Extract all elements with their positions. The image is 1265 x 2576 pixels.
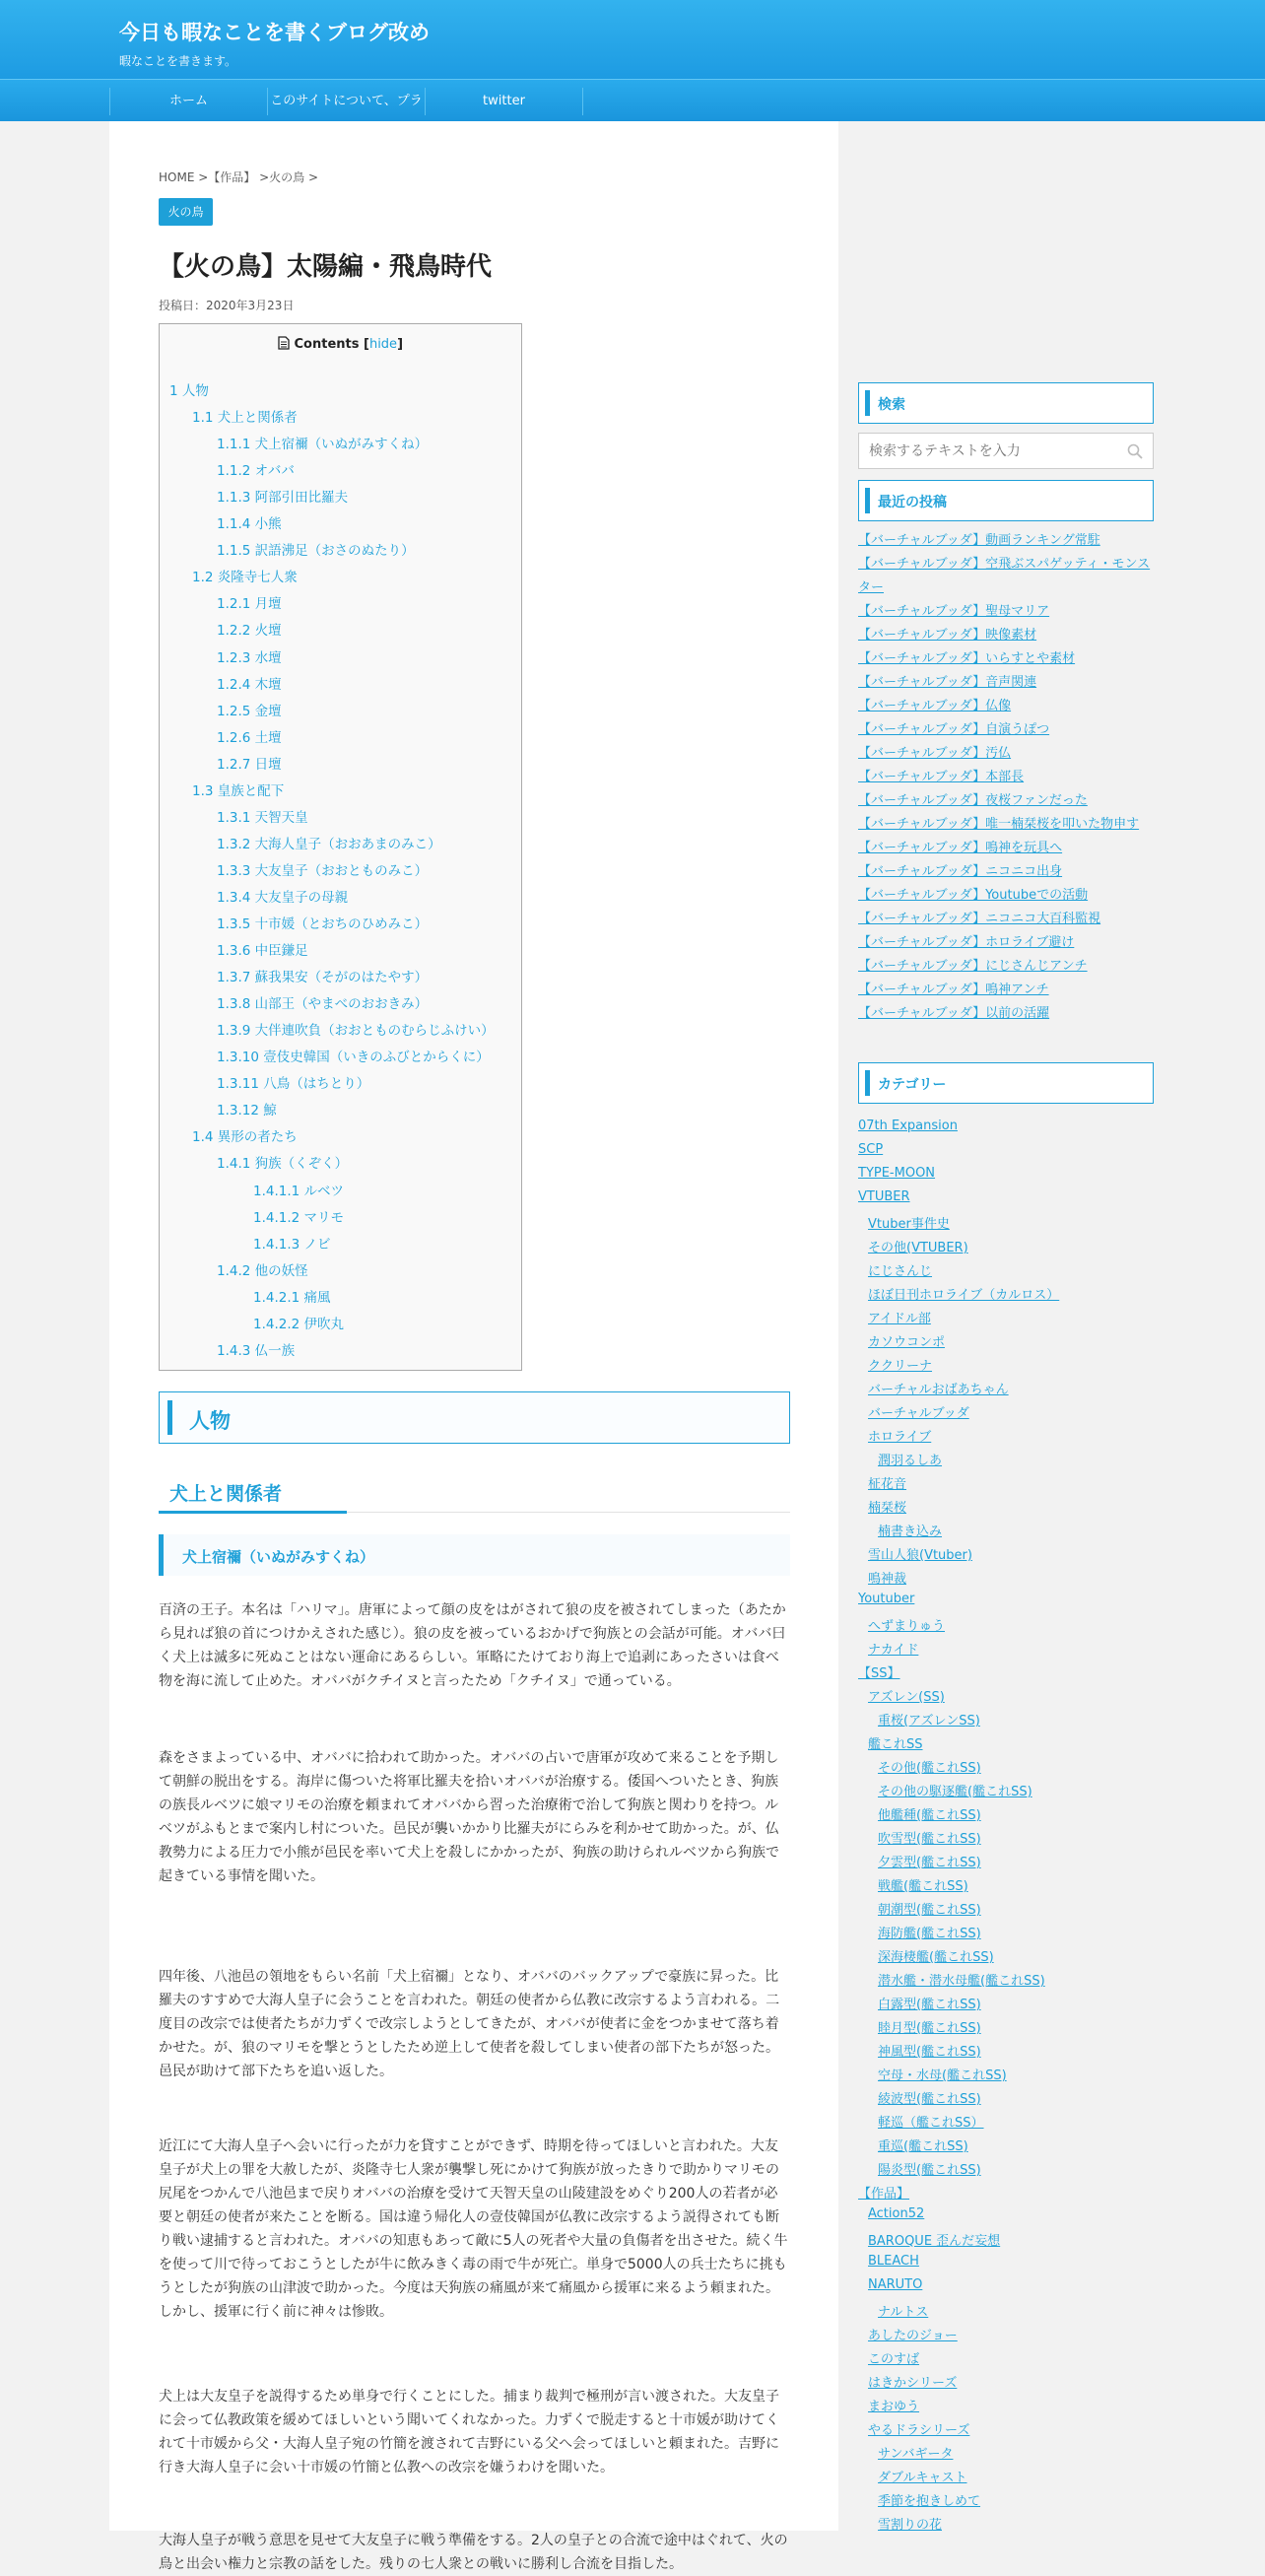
category-link[interactable]: あしたのジョー bbox=[868, 2329, 958, 2343]
toc-item[interactable]: 1.2.6 土壇 bbox=[217, 729, 282, 746]
category-link[interactable]: TYPE-MOON bbox=[858, 1166, 936, 1181]
category-link[interactable]: カソウコンポ bbox=[868, 1335, 946, 1350]
category-link[interactable]: 鳴神裁 bbox=[868, 1572, 907, 1587]
breadcrumb[interactable]: HOME >【作品】 >火の鳥 > bbox=[159, 170, 319, 184]
category-link[interactable]: へずまりゅう bbox=[868, 1619, 946, 1634]
category-link[interactable]: ククリーナ bbox=[868, 1359, 933, 1374]
toc-item[interactable]: 1.2.4 木壇 bbox=[217, 676, 282, 693]
category-link[interactable]: SCP bbox=[858, 1142, 884, 1157]
category-link[interactable]: 戦艦(艦これSS) bbox=[878, 1879, 968, 1894]
recent-post-link[interactable]: 【バーチャルブッダ】聖母マリア bbox=[858, 604, 1050, 619]
site-description: 暇なことを書きます。 bbox=[119, 54, 237, 68]
recent-post-link[interactable]: 【バーチャルブッダ】鳴神を玩具へ bbox=[858, 841, 1063, 855]
toc-item[interactable]: 1.4.1.2 マリモ bbox=[253, 1209, 345, 1226]
heading-bar bbox=[167, 1400, 172, 1435]
toc-item[interactable]: 1.3 皇族と配下 bbox=[192, 782, 285, 799]
category-link[interactable]: アイドル部 bbox=[868, 1312, 931, 1326]
category-link[interactable]: ホロライブ bbox=[868, 1430, 932, 1445]
category-link[interactable]: 楠書き込み bbox=[878, 1525, 943, 1539]
toc-item[interactable]: 1.3.7 蘇我果安（そがのはたやす） bbox=[217, 970, 429, 986]
body-paragraph: 近江にて大海人皇子へ会いに行ったが力を貸すことができず、時期を待ってほしいと言われた。大友皇子が犬上の罪を大赦したが、炎隆寺七人衆が襲撃し死にかけて狗族が放ったきりで助かりマリモの尻尾をつかんで八池邑まで戻りオババの治療を受けて天智天皇の山陵建設をめぐり200人の若者が必要と朝廷の使者が来たことを断る。国は違う帰化人の壹伎韓国が仏教に改宗するよう説得されても断り戦い逮捕すると言われた。オババの知恵もあって敵に5人の死者や大量の負傷者を出させた。続く牛を使って川で待っておこうとしたが牛に飲みきく毒の雨で牛が死亡。単身で5000人の兵士たちに挑もうとしたが狗族の山津波で助かった。今度は天狗族の痛風が来て痛風から援軍に来るよう頼まれた。しかし、援軍に行く前に神々は惨敗。 bbox=[159, 2138, 788, 2320]
toc-hide-link[interactable]: hide bbox=[368, 337, 398, 352]
recent-post-link[interactable]: 【バーチャルブッダ】以前の活躍 bbox=[858, 1006, 1050, 1021]
recent-post-link[interactable]: 【バーチャルブッダ】にじさんじアンチ bbox=[858, 959, 1088, 974]
heading-bar bbox=[865, 488, 870, 513]
toc-item[interactable]: 1.3.11 八鳥（はちとり） bbox=[217, 1076, 370, 1093]
document-icon bbox=[278, 336, 290, 350]
widget-title: 最近の投稿 bbox=[878, 495, 947, 510]
toc-item[interactable]: 1.1 犬上と関係者 bbox=[192, 410, 298, 427]
category-link[interactable]: NARUTO bbox=[868, 2277, 923, 2292]
category-link[interactable]: ほぼ日刊ホロライブ（カルロス） bbox=[868, 1288, 1060, 1303]
category-link[interactable]: VTUBER bbox=[858, 1189, 910, 1204]
category-link[interactable]: 楠栞桜 bbox=[868, 1501, 907, 1516]
subsubsection-heading bbox=[159, 1534, 790, 1576]
toc-item[interactable]: 1.3.8 山部王（やまべのおおきみ） bbox=[217, 996, 429, 1013]
widget-heading-search bbox=[858, 382, 1154, 424]
body-paragraph: 百済の王子。本名は「ハリマ」。唐軍によって顔の皮をはがされて狼の皮を被されてしまった（あたから見れば狼の首につけかえされた感じ）。狼の皮を被っているおかげで狗族との会話が可能。オババ曰く犬上は滅多に死ぬことはない運命にあるらしい。軍略にたけており海上で追剥にあったさいは食べ物を海に流して止めた。オババがクチイヌと言ったため「クチイヌ」で通っている。 bbox=[159, 1602, 786, 1689]
nav-about[interactable]: このサイトについて、プラ bbox=[270, 94, 423, 108]
recent-post-link[interactable]: 【バーチャルブッダ】映像素材 bbox=[858, 628, 1037, 643]
category-link[interactable]: アズレン(SS) bbox=[868, 1690, 945, 1705]
toc-item[interactable]: 1.2.7 日壇 bbox=[217, 756, 282, 773]
toc-item[interactable]: 1.3.5 十市媛（とおちのひめみこ） bbox=[217, 916, 429, 932]
category-link[interactable]: その他の駆逐艦(艦これSS) bbox=[878, 1785, 1032, 1799]
heading-bar bbox=[865, 390, 870, 416]
category-link[interactable]: ナカイド bbox=[868, 1643, 919, 1658]
toc-item[interactable]: 1.3.12 鯨 bbox=[217, 1103, 277, 1119]
category-link[interactable]: 他艦種(艦これSS) bbox=[878, 1808, 981, 1823]
toc-item[interactable]: 1.4.1.3 ノビ bbox=[253, 1236, 331, 1253]
category-link[interactable]: バーチャルおばあちゃん bbox=[868, 1383, 1009, 1397]
category-link[interactable]: 【作品】 bbox=[858, 2187, 910, 2202]
toc-item[interactable]: 1.3.2 大海人皇子（おおあまのみこ） bbox=[217, 836, 441, 852]
category-link[interactable]: やるドラシリーズ bbox=[868, 2423, 970, 2438]
toc-title: Contents bbox=[294, 337, 360, 352]
category-link[interactable]: 季節を抱きしめて bbox=[878, 2494, 981, 2509]
category-link[interactable]: ダブルキャスト bbox=[878, 2471, 967, 2485]
subsubsection-heading-text: 犬上宿禰（いぬがみすくね） bbox=[182, 1548, 375, 1566]
category-link[interactable]: BAROQUE 歪んだ妄想 bbox=[868, 2234, 1001, 2249]
table-of-contents bbox=[159, 323, 522, 1371]
category-link[interactable]: 軽巡（艦これSS） bbox=[878, 2116, 984, 2131]
toc-item[interactable]: 1.1.4 小熊 bbox=[217, 516, 282, 533]
toc-item[interactable]: 1.4.2.1 痛風 bbox=[253, 1289, 331, 1306]
toc-item[interactable]: 1.4.1 狗族（くぞく） bbox=[217, 1156, 349, 1173]
recent-post-link[interactable]: 【バーチャルブッダ】Youtubeでの活動 bbox=[858, 888, 1089, 903]
category-link[interactable]: 07th Expansion bbox=[858, 1119, 958, 1133]
category-link[interactable]: 【SS】 bbox=[858, 1666, 900, 1681]
recent-post-link[interactable]: 【バーチャルブッダ】空飛ぶスパゲッティ・モンスター bbox=[858, 557, 1151, 595]
category-link[interactable]: 深海棲艦(艦これSS) bbox=[878, 1950, 994, 1965]
main-content bbox=[109, 121, 838, 2572]
category-link[interactable]: BLEACH bbox=[868, 2254, 919, 2269]
page-title: 【火の鳥】太陽編・飛鳥時代 bbox=[159, 252, 493, 282]
category-link[interactable]: 夕雲型(艦これSS) bbox=[878, 1856, 981, 1870]
recent-post-link[interactable]: 【バーチャルブッダ】いらすとや素材 bbox=[858, 651, 1076, 666]
widget-heading-categories bbox=[858, 1062, 1154, 1104]
toc-item[interactable]: 1.4.1.1 ルベツ bbox=[253, 1183, 345, 1199]
toc-item[interactable]: 1.2.3 水壇 bbox=[217, 649, 282, 666]
recent-post-link[interactable]: 【バーチャルブッダ】鳴神アンチ bbox=[858, 983, 1049, 997]
category-link[interactable]: バーチャルブッダ bbox=[868, 1406, 969, 1421]
recent-post-link[interactable]: 【バーチャルブッダ】ニコニコ出身 bbox=[858, 864, 1063, 879]
toc-item[interactable]: 1.3.3 大友皇子（おおとものみこ） bbox=[217, 862, 429, 879]
toc-item[interactable]: 1.3.4 大友皇子の母親 bbox=[217, 889, 349, 906]
category-link[interactable]: 重桜(アズレンSS) bbox=[878, 1714, 980, 1729]
body-paragraph: 大海人皇子が戦う意思を見せて大友皇子に戦う準備をする。2人の皇子との合流で途中はぐれて、火の鳥と出会い権力と宗教の話をした。残りの七人衆との戦いに勝利し合流を目指した。 bbox=[159, 2533, 788, 2572]
toc-item[interactable]: 1 人物 bbox=[169, 383, 209, 399]
category-link[interactable]: 柾花音 bbox=[868, 1477, 907, 1492]
post-date: 投稿日：2020年3月23日 bbox=[159, 299, 295, 312]
recent-post-link[interactable]: 【バーチャルブッダ】夜桜ファンだった bbox=[858, 793, 1088, 808]
site-title[interactable]: 今日も暇なことを書くブログ改め bbox=[119, 21, 430, 44]
recent-post-link[interactable]: 【バーチャルブッダ】ニコニコ大百科監視 bbox=[858, 912, 1101, 926]
category-link[interactable]: 空母・水母(艦これSS) bbox=[878, 2068, 1007, 2083]
category-link[interactable]: まおゆう bbox=[868, 2400, 920, 2414]
body-paragraph: 犬上は大友皇子を説得するため単身で行くことにした。捕まり裁判で極刑が言い渡された。大友皇子に会って仏教政策を緩めてほしいという聞いてくれなかった。力ずくで脱走すると十市媛が助けてくれて十市媛から父・大海人皇子宛の竹簡を渡されて吉野にいる父へ会ってほしいと頼まれた。吉野に行き大海人皇子に会い十市媛の竹簡と仏教への改宗を嫌うわけを聞いた。 bbox=[159, 2389, 779, 2475]
category-link[interactable]: 朝潮型(艦これSS) bbox=[878, 1903, 981, 1918]
nav-bar bbox=[0, 79, 1265, 121]
recent-post-link[interactable]: 【バーチャルブッダ】ホロライブ避け bbox=[858, 935, 1075, 950]
nav-home[interactable]: ホーム bbox=[168, 94, 208, 108]
category-link[interactable]: サンバギータ bbox=[878, 2447, 954, 2462]
recent-post-link[interactable]: 【バーチャルブッダ】汚仏 bbox=[858, 746, 1012, 761]
toc-item[interactable]: 1.1.1 犬上宿禰（いぬがみすくね） bbox=[217, 437, 429, 453]
category-link[interactable]: 綾波型(艦これSS) bbox=[878, 2092, 981, 2107]
search-icon[interactable] bbox=[1127, 443, 1143, 459]
toc-item[interactable]: 1.4.2 他の妖怪 bbox=[217, 1262, 308, 1279]
toc-item[interactable]: 1.2.2 火壇 bbox=[217, 623, 282, 640]
nav-separator bbox=[582, 88, 583, 115]
category-link[interactable]: 雪山人狼(Vtuber) bbox=[868, 1548, 972, 1563]
category-link[interactable]: 神風型(艦これSS) bbox=[878, 2045, 981, 2060]
category-link[interactable]: 艦これSS bbox=[868, 1737, 923, 1752]
subsection-heading-text: 犬上と関係者 bbox=[169, 1483, 283, 1505]
widget-title: カテゴリー bbox=[878, 1077, 947, 1093]
category-link[interactable]: 吹雪型(艦これSS) bbox=[878, 1832, 981, 1847]
category-badge[interactable]: 火の鳥 bbox=[159, 198, 213, 226]
body-paragraph: 四年後、八池邑の領地をもらい名前「犬上宿禰」となり、オババのバックアップで豪族に昇った。比羅夫のすすめで大海人皇子に会うことを言われた。朝廷の使者から仏教に改宗するよう言われる。二度目の改宗では使者たちが力ずくで改宗しようとしてきたが、オババが使者に金をつかませて落ち着かせた。が、狼のマリモを撃とうとしたため逆上して使者を殺してしまい使者の部下たちが怒った。邑民が助けて部下たちを追い返した。 bbox=[159, 1969, 780, 2079]
search-box bbox=[858, 433, 1154, 469]
subsection-heading bbox=[159, 1471, 790, 1513]
category-link[interactable]: その他(VTUBER) bbox=[868, 1241, 968, 1255]
category-link[interactable]: Vtuber事件史 bbox=[868, 1217, 950, 1232]
recent-post-link[interactable]: 【バーチャルブッダ】唯一楠栞桜を叩いた物申す bbox=[858, 817, 1140, 832]
category-link[interactable]: Action52 bbox=[868, 2206, 925, 2221]
section-heading-text: 人物 bbox=[189, 1409, 231, 1433]
heading-bar bbox=[159, 1534, 164, 1576]
search-input[interactable] bbox=[859, 434, 1115, 468]
toc-item[interactable]: 1.4.3 仏一族 bbox=[217, 1342, 296, 1359]
toc-item[interactable]: 1.1.5 訳語沸足（おさのぬたり） bbox=[217, 543, 415, 560]
toc-header: Contents [hide] bbox=[160, 336, 521, 352]
category-link[interactable]: 海防艦(艦これSS) bbox=[878, 1927, 981, 1941]
category-link[interactable]: 潤羽るしあ bbox=[878, 1454, 943, 1468]
category-link[interactable]: 重巡(艦これSS) bbox=[878, 2139, 968, 2154]
category-link[interactable]: 睦月型(艦これSS) bbox=[878, 2021, 981, 2036]
recent-post-link[interactable]: 【バーチャルブッダ】動画ランキング常駐 bbox=[858, 533, 1100, 548]
toc-item[interactable]: 1.3.9 大伴連吹負（おおとものむらじふけい） bbox=[217, 1023, 495, 1040]
heading-bar bbox=[865, 1070, 870, 1096]
recent-post-link[interactable]: 【バーチャルブッダ】仏像 bbox=[858, 699, 1012, 713]
widget-title: 検索 bbox=[878, 397, 905, 413]
widget-heading-recent bbox=[858, 480, 1154, 521]
recent-post-link[interactable]: 【バーチャルブッダ】本部長 bbox=[858, 770, 1025, 784]
recent-post-link[interactable]: 【バーチャルブッダ】自演うぽつ bbox=[858, 722, 1050, 737]
toc-item[interactable]: 1.2 炎隆寺七人衆 bbox=[192, 570, 298, 586]
category-link[interactable]: 雪割りの花 bbox=[878, 2518, 943, 2533]
category-link[interactable]: 陽炎型(艦これSS) bbox=[878, 2163, 981, 2178]
toc-item[interactable]: 1.2.5 金壇 bbox=[217, 703, 282, 719]
category-link[interactable]: 潜水艦・潜水母艦(艦これSS) bbox=[878, 1974, 1045, 1989]
nav-twitter[interactable]: twitter bbox=[483, 94, 525, 108]
category-link[interactable]: にじさんじ bbox=[868, 1264, 933, 1279]
toc-item[interactable]: 1.1.3 阿部引田比羅夫 bbox=[217, 490, 349, 507]
category-link[interactable]: ナルトス bbox=[878, 2305, 929, 2320]
site-header bbox=[0, 0, 1265, 79]
toc-item[interactable]: 1.3.10 壹伎史韓国（いきのふびとからくに） bbox=[217, 1050, 490, 1066]
recent-post-link[interactable]: 【バーチャルブッダ】音声関連 bbox=[858, 675, 1037, 690]
category-link[interactable]: 白露型(艦これSS) bbox=[878, 1998, 981, 2012]
toc-item[interactable]: 1.4.2.2 伊吹丸 bbox=[253, 1316, 345, 1332]
toc-item[interactable]: 1.3.1 天智天皇 bbox=[217, 809, 308, 826]
section-heading bbox=[159, 1391, 790, 1444]
heading-underline bbox=[159, 1511, 347, 1514]
category-link[interactable]: Youtuber bbox=[858, 1592, 915, 1606]
body-paragraph: 森をさまよっている中、オババに拾われて助かった。オババの占いで唐軍が攻めて来ることを予期して朝鮮の脱出をする。海岸に傷ついた将軍比羅夫を拾いオババが治療する。倭国へついたとき、狗族の族長ルベツに娘マリモの治療を頼まれてオババから習った治療術で治して狗族と関わりを持つ。ルベツがふもとまで案内し村についた。邑民が襲いかかり比羅夫がにらみを利かせて助かった。が、仏教勢力による圧力で小熊が邑民を率いて犬上を殺しにかかったが、狗族の助けられルベツから狗族で起きている事情を聞いた。 bbox=[159, 1750, 779, 1884]
category-link[interactable]: このすば bbox=[868, 2352, 920, 2367]
toc-item[interactable]: 1.2.1 月壇 bbox=[217, 596, 282, 613]
category-link[interactable]: その他(艦これSS) bbox=[878, 1761, 981, 1776]
category-link[interactable]: はきかシリーズ bbox=[868, 2376, 958, 2391]
toc-item[interactable]: 1.3.6 中臣鎌足 bbox=[217, 943, 308, 960]
toc-item[interactable]: 1.1.2 オババ bbox=[217, 463, 295, 480]
toc-item[interactable]: 1.4 異形の者たち bbox=[192, 1129, 298, 1146]
